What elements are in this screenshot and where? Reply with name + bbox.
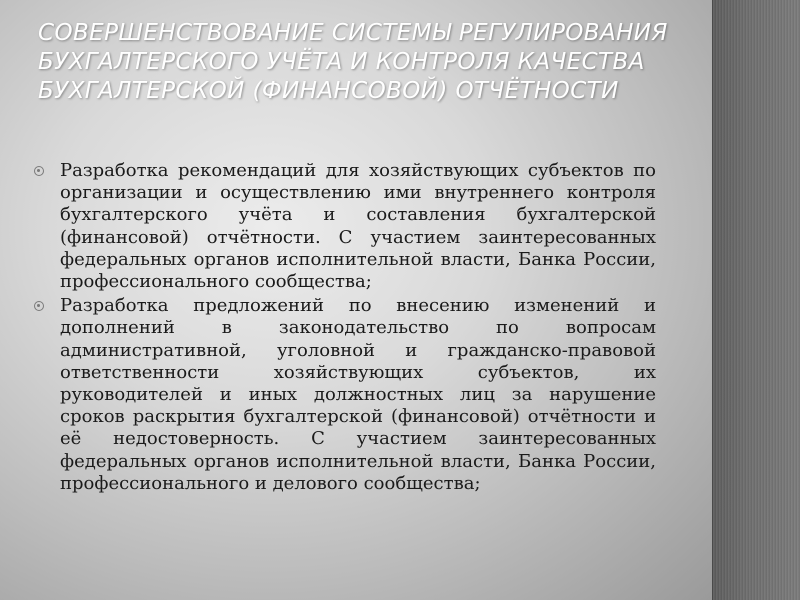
bullet-item — [34, 295, 656, 495]
bullet-text: Разработка предложений по внесению изменений и дополнений в законодательство по вопросам административной, уголовной и гражданско-правовой ответственности хозяйствующих субъектов, их руководителей и иных должностных лиц за нарушение сроков раскрытия бухгалтерской (финансовой) отчётности и её недостоверность. С участием заинтересованных федеральных органов исполнительной власти, Банка России, профессионального и делового сообщества; — [60, 295, 656, 494]
circle-bullet-icon — [34, 166, 44, 176]
bullet-item — [34, 160, 656, 293]
slide-title: СОВЕРШЕНСТВОВАНИЕ СИСТЕМЫ РЕГУЛИРОВАНИЯ БУХГАЛТЕРСКОГО УЧЁТА И КОНТРОЛЯ КАЧЕСТВА БУХГАЛТЕРСКОЙ (ФИНАНСОВОЙ) ОТЧЁТНОСТИ — [38, 20, 668, 104]
bullet-text: Разработка рекомендаций для хозяйствующих субъектов по организации и осуществлению ими внутреннего контроля бухгалтерского учёта и составления бухгалтерской (финансовой) отчётности. С участием заинтересованных федеральных органов исполнительной власти, Банка России, профессионального сообщества; — [60, 160, 656, 293]
side-strip — [712, 0, 800, 600]
circle-bullet-icon — [34, 301, 44, 311]
bullet-list — [34, 160, 656, 497]
